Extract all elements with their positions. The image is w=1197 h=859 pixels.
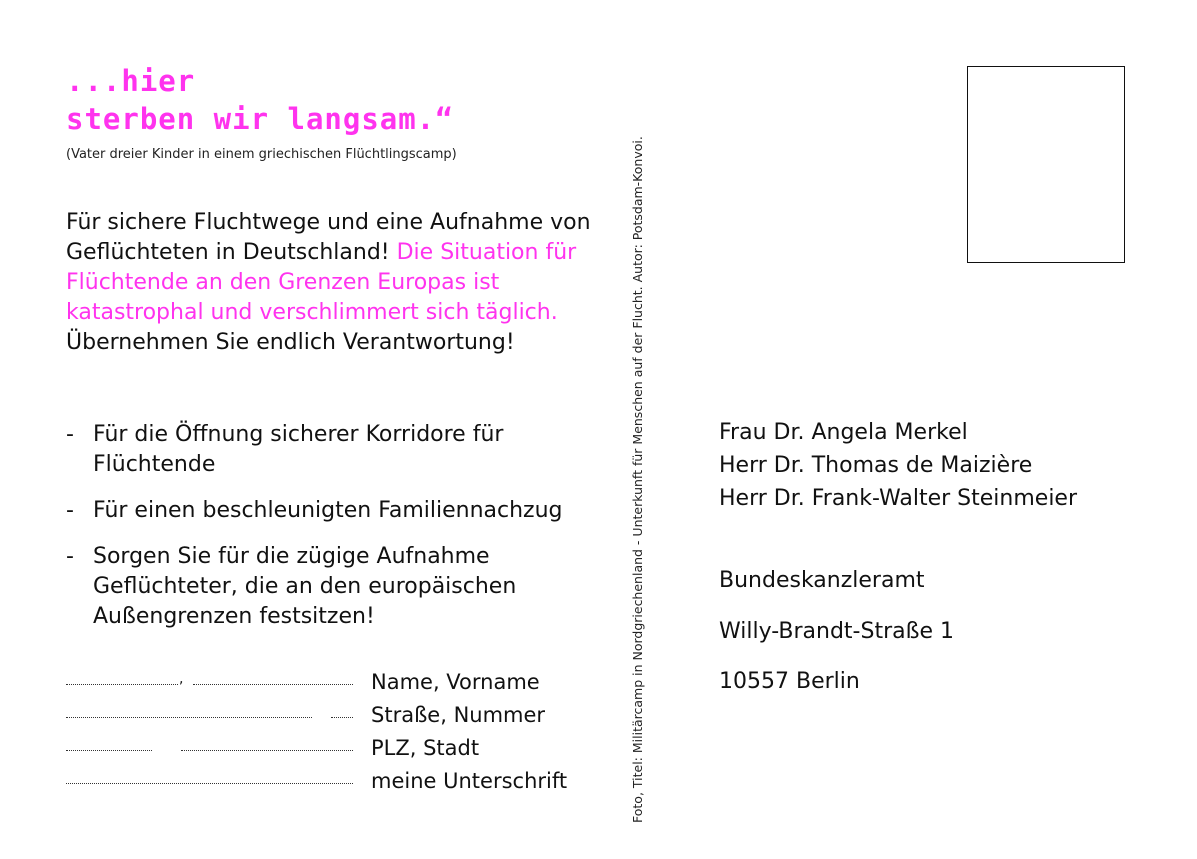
form-row-street <box>66 702 586 730</box>
form-comma: , <box>179 671 184 687</box>
recipient-name: Herr Dr. Frank-Walter Steinmeier <box>719 486 1078 511</box>
address-street: Willy-Brandt-Straße 1 <box>719 619 954 644</box>
house-number-line[interactable] <box>331 717 353 718</box>
stamp-box <box>967 66 1125 263</box>
postcode-line[interactable] <box>66 750 152 751</box>
form-row-name <box>66 669 586 697</box>
quote-line-2: sterben wir langsam.“ <box>66 102 454 136</box>
city-line[interactable] <box>181 750 353 751</box>
demands-list <box>66 420 606 648</box>
message-call: Übernehmen Sie endlich Verantwortung! <box>66 330 515 355</box>
message-paragraph <box>66 208 606 358</box>
form-row-signature <box>66 768 586 796</box>
message-intro: Für sichere Fluchtwege und eine Aufnahme von Geflüchteten in Deutschland! <box>66 210 591 265</box>
quote-line-1: ...hier <box>66 64 196 98</box>
street-label: Straße, Nummer <box>371 703 546 727</box>
street-line[interactable] <box>66 717 312 718</box>
lastname-line[interactable] <box>193 684 353 685</box>
recipient-name: Herr Dr. Thomas de Maizière <box>719 453 1033 478</box>
recipient-block <box>719 416 1077 515</box>
form-row-city <box>66 735 586 763</box>
recipient-name: Frau Dr. Angela Merkel <box>719 420 968 445</box>
signature-line[interactable] <box>66 783 353 784</box>
quote-source: (Vater dreier Kinder in einem griechischen Flüchtlingscamp) <box>66 147 457 162</box>
name-label: Name, Vorname <box>371 670 540 694</box>
signature-label: meine Unterschrift <box>371 769 568 793</box>
firstname-line[interactable] <box>66 684 178 685</box>
demand-item: - Für die Öffnung sicherer Korridore für Flüchtende <box>66 420 606 480</box>
demand-item: - Für einen beschleunigten Familiennachzug <box>66 496 606 526</box>
address-city: 10557 Berlin <box>719 669 860 694</box>
demand-item: - Sorgen Sie für die zügige Aufnahme Geflüchteter, die an den europäischen Außengrenzen festsitzen! <box>66 542 606 632</box>
message-highlight: Die Situation für Flüchtende an den Grenzen Europas ist katastrophal und verschlimmert sich täglich. <box>66 240 577 325</box>
photo-credit: Foto, Titel: Militärcamp in Nordgriechenland - Unterkunft für Menschen auf der Flucht. Autor: Potsdam-Konvoi. <box>630 136 645 823</box>
quote-headline <box>66 62 454 138</box>
city-label: PLZ, Stadt <box>371 736 480 760</box>
address-institution: Bundeskanzleramt <box>719 568 925 593</box>
